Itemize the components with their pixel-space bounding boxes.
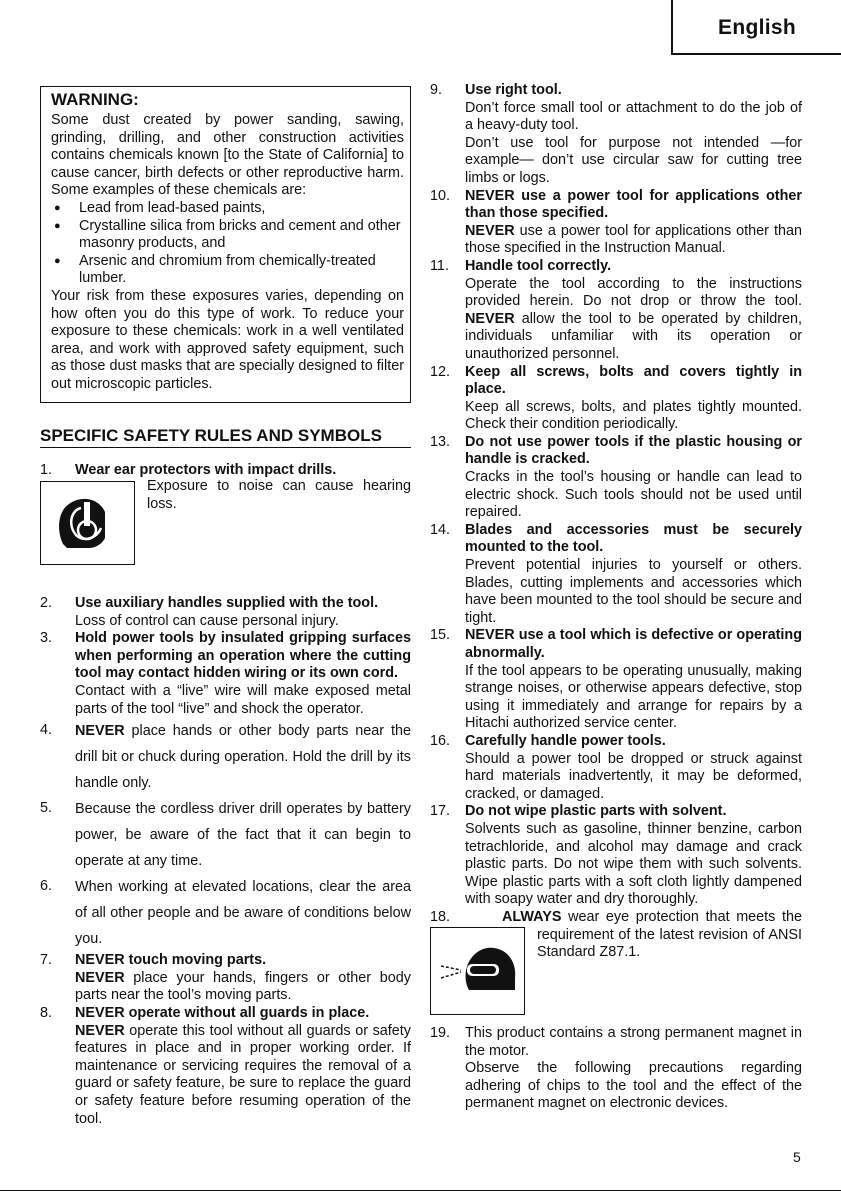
rule-heading: NEVER operate without all guards in place. (75, 1005, 370, 1022)
rule-body: Operate the tool according to the instructions provided herein. Do not drop or throw the tool. (465, 275, 802, 310)
rule-item-9 (430, 82, 802, 188)
rule-number: 17. (430, 803, 451, 820)
rule-item-10 (430, 188, 802, 258)
warning-bullet: ● Arsenic and chromium from chemically-treated lumber. (51, 253, 404, 288)
rule-body: operate this tool without all guards or safety features in place and in proper working order. If maintenance or servicing requires the removal of a guard or safety feature, be sure to replace the guard or safety feature before resuming operation of the tool. (75, 1022, 412, 1127)
rule-heading: Use auxiliary handles supplied with the tool. (75, 595, 379, 612)
rule-body: Contact with a “live” wire will make exposed metal parts of the tool “live” and shock the operator. (75, 683, 411, 717)
rule-number: 15. (430, 627, 451, 644)
rule-number: 5. (40, 800, 53, 817)
rule-item-7 (40, 952, 411, 1005)
warning-closing: Your risk from these exposures varies, depending on how often you do this type of work. To reduce your exposure to these chemicals: work in a well ventilated area, and work with approved safety equipment, such as those dust masks that are specially designed to filter out microscopic particles. (51, 287, 404, 392)
rule-number: 8. (40, 1005, 53, 1022)
rule-heading: NEVER (75, 723, 125, 740)
rule-heading: NEVER use a tool which is defective or operating abnormally. (465, 627, 802, 661)
rule-heading: Use right tool. (465, 82, 562, 98)
rule-item-11 (430, 258, 802, 364)
warning-bullet-list (51, 200, 404, 288)
rule-number: 7. (40, 952, 53, 969)
rule-heading: Carefully handle power tools. (465, 732, 666, 749)
rule-number: 16. (430, 732, 451, 749)
ear-protection-pictogram (40, 481, 135, 565)
rule-body: Cracks in the tool’s housing or handle can lead to electric shock. Such tools should not be used until repaired. (465, 469, 802, 521)
rule-number: 4. (40, 722, 53, 739)
rule-body: If the tool appears to be operating unusually, making strange noises, or otherwise appears defective, stop using it immediately and arrange for repairs by a Hitachi authorized service center. (465, 662, 802, 732)
rule-item-2 (40, 595, 411, 630)
rule-item-3 (40, 630, 411, 718)
rule-number: 12. (430, 363, 451, 380)
rule-heading: Wear ear protectors with impact drills. (75, 461, 337, 478)
rule-number: 2. (40, 595, 53, 612)
rule-body-emphasis: NEVER (75, 1022, 125, 1039)
rule-body-continued: Don’t use tool for purpose not intended —for example— don’t use circular saw for cutting tree limbs or logs. (465, 134, 802, 186)
ear-protector-icon (41, 482, 133, 563)
rule-number: 6. (40, 878, 53, 895)
rule-body-emphasis: NEVER (75, 969, 125, 986)
rule-item-15 (430, 627, 802, 733)
page-number: 5 (793, 1149, 801, 1165)
section-title: SPECIFIC SAFETY RULES AND SYMBOLS (40, 426, 411, 448)
rule-item-5 (40, 796, 411, 874)
rule-number: 3. (40, 630, 53, 647)
rule-heading: Handle tool correctly. (465, 257, 612, 274)
rule-heading: Keep all screws, bolts and covers tightly in place. (465, 363, 802, 398)
rule-heading: NEVER use a power tool for applications other than those specified. (465, 187, 802, 222)
rule-body: Prevent potential injuries to yourself or others. Blades, cutting implements and accessories which have been mounted to the tool should be secure and tight. (465, 557, 802, 626)
rule-heading: Do not use power tools if the plastic housing or handle is cracked. (465, 433, 802, 468)
rule-item-6 (40, 874, 411, 952)
rule-heading: Hold power tools by insulated gripping surfaces when performing an operation where the cutting tool may contact hidden wiring or its own cord. (75, 630, 411, 682)
rule-item-19 (430, 1025, 802, 1113)
rule-body-continued: Observe the following precautions regarding adhering of chips to the tool and the effect of the permanent magnet on electronic devices. (465, 1060, 802, 1112)
rule-body: Don’t force small tool or attachment to do the job of a heavy-duty tool. (465, 99, 802, 134)
warning-intro: Some dust created by power sanding, sawing, grinding, drilling, and other construction activities contains chemicals known [to the State of California] to cause cancer, birth defects or other reproductive harm. Some examples of these chemicals are: (51, 112, 404, 199)
rule-number: 13. (430, 433, 451, 450)
right-column (430, 82, 802, 1113)
rule-number: 1. (40, 461, 53, 478)
rule-heading: Do not wipe plastic parts with solvent. (465, 803, 727, 820)
left-column (40, 86, 411, 1128)
rule-body: place your hands, fingers or other body parts near the tool’s moving parts. (75, 969, 411, 1004)
rule-item-14 (430, 522, 802, 628)
rule-number: 18. (430, 908, 451, 925)
rule-number: 9. (430, 82, 443, 98)
rule-body: wear eye protection that meets the requirement of the latest revision of ANSI Standard Z87.1. (537, 908, 803, 961)
warning-bullet: ● Crystalline silica from bricks and cement and other masonry products, and (51, 218, 404, 253)
rule-item-12 (430, 364, 802, 434)
rule-item-4 (40, 718, 411, 796)
warning-title: WARNING: (51, 90, 139, 109)
language-tab (671, 0, 841, 55)
rule-number: 11. (430, 257, 449, 274)
rule-body: Loss of control can cause personal injury. (75, 612, 339, 629)
rule-body: place hands or other body parts near the drill bit or chuck during operation. Hold the drill by its handle only. (75, 723, 412, 792)
eye-protection-pictogram (430, 927, 525, 1015)
rule-item-1 (40, 462, 411, 480)
rule-item-16 (430, 733, 802, 803)
rule-body: Because the cordless driver drill operates by battery power, be aware of the fact that it can begin to operate at any time. (75, 801, 411, 870)
rule-body: Keep all screws, bolts, and plates tightly mounted. Check their condition periodically. (465, 398, 802, 433)
rule-body: This product contains a strong permanent magnet in the motor. (465, 1024, 802, 1059)
warning-box (40, 86, 411, 403)
rule-item-18 (430, 909, 802, 1015)
rule-heading: Blades and accessories must be securely mounted to the tool. (465, 521, 802, 556)
language-tab-label: English (718, 16, 796, 39)
rule-body-emphasis: NEVER (465, 222, 515, 239)
rule-1-pictogram-row (40, 478, 411, 565)
rule-item-17 (430, 803, 802, 909)
rule-body: When working at elevated locations, clear the area of all other people and be aware of conditions below you. (75, 879, 411, 948)
rule-number: 10. (430, 187, 451, 204)
rule-body: Should a power tool be dropped or struck against hard materials inadvertently, it may be deformed, cracked, or damaged. (465, 750, 802, 802)
rule-number: 14. (430, 521, 451, 538)
rule-item-8 (40, 1005, 411, 1128)
rule-item-13 (430, 434, 802, 522)
safety-goggles-icon (431, 928, 523, 1013)
rule-heading: NEVER touch moving parts. (75, 952, 267, 969)
warning-bullet: ● Lead from lead-based paints, (51, 200, 404, 218)
rule-body-emphasis: NEVER (465, 310, 515, 327)
rule-body: Exposure to noise can cause hearing loss. (147, 478, 411, 512)
rule-number: 19. (430, 1024, 451, 1041)
rule-body: use a power tool for applications other than those specified in the Instruction Manual. (465, 222, 802, 257)
rule-heading: ALWAYS (502, 908, 562, 925)
rule-body: Solvents such as gasoline, thinner benzine, carbon tetrachloride, and alcohol may damage and crack plastic parts. Do not wipe them with such solvents. Wipe plastic parts with a soft cloth lightly dampened with soapy water and dry thoroughly. (465, 820, 802, 908)
rule-body-continued: allow the tool to be operated by children, individuals unfamiliar with its operation or unauthorized personnel. (465, 310, 802, 362)
